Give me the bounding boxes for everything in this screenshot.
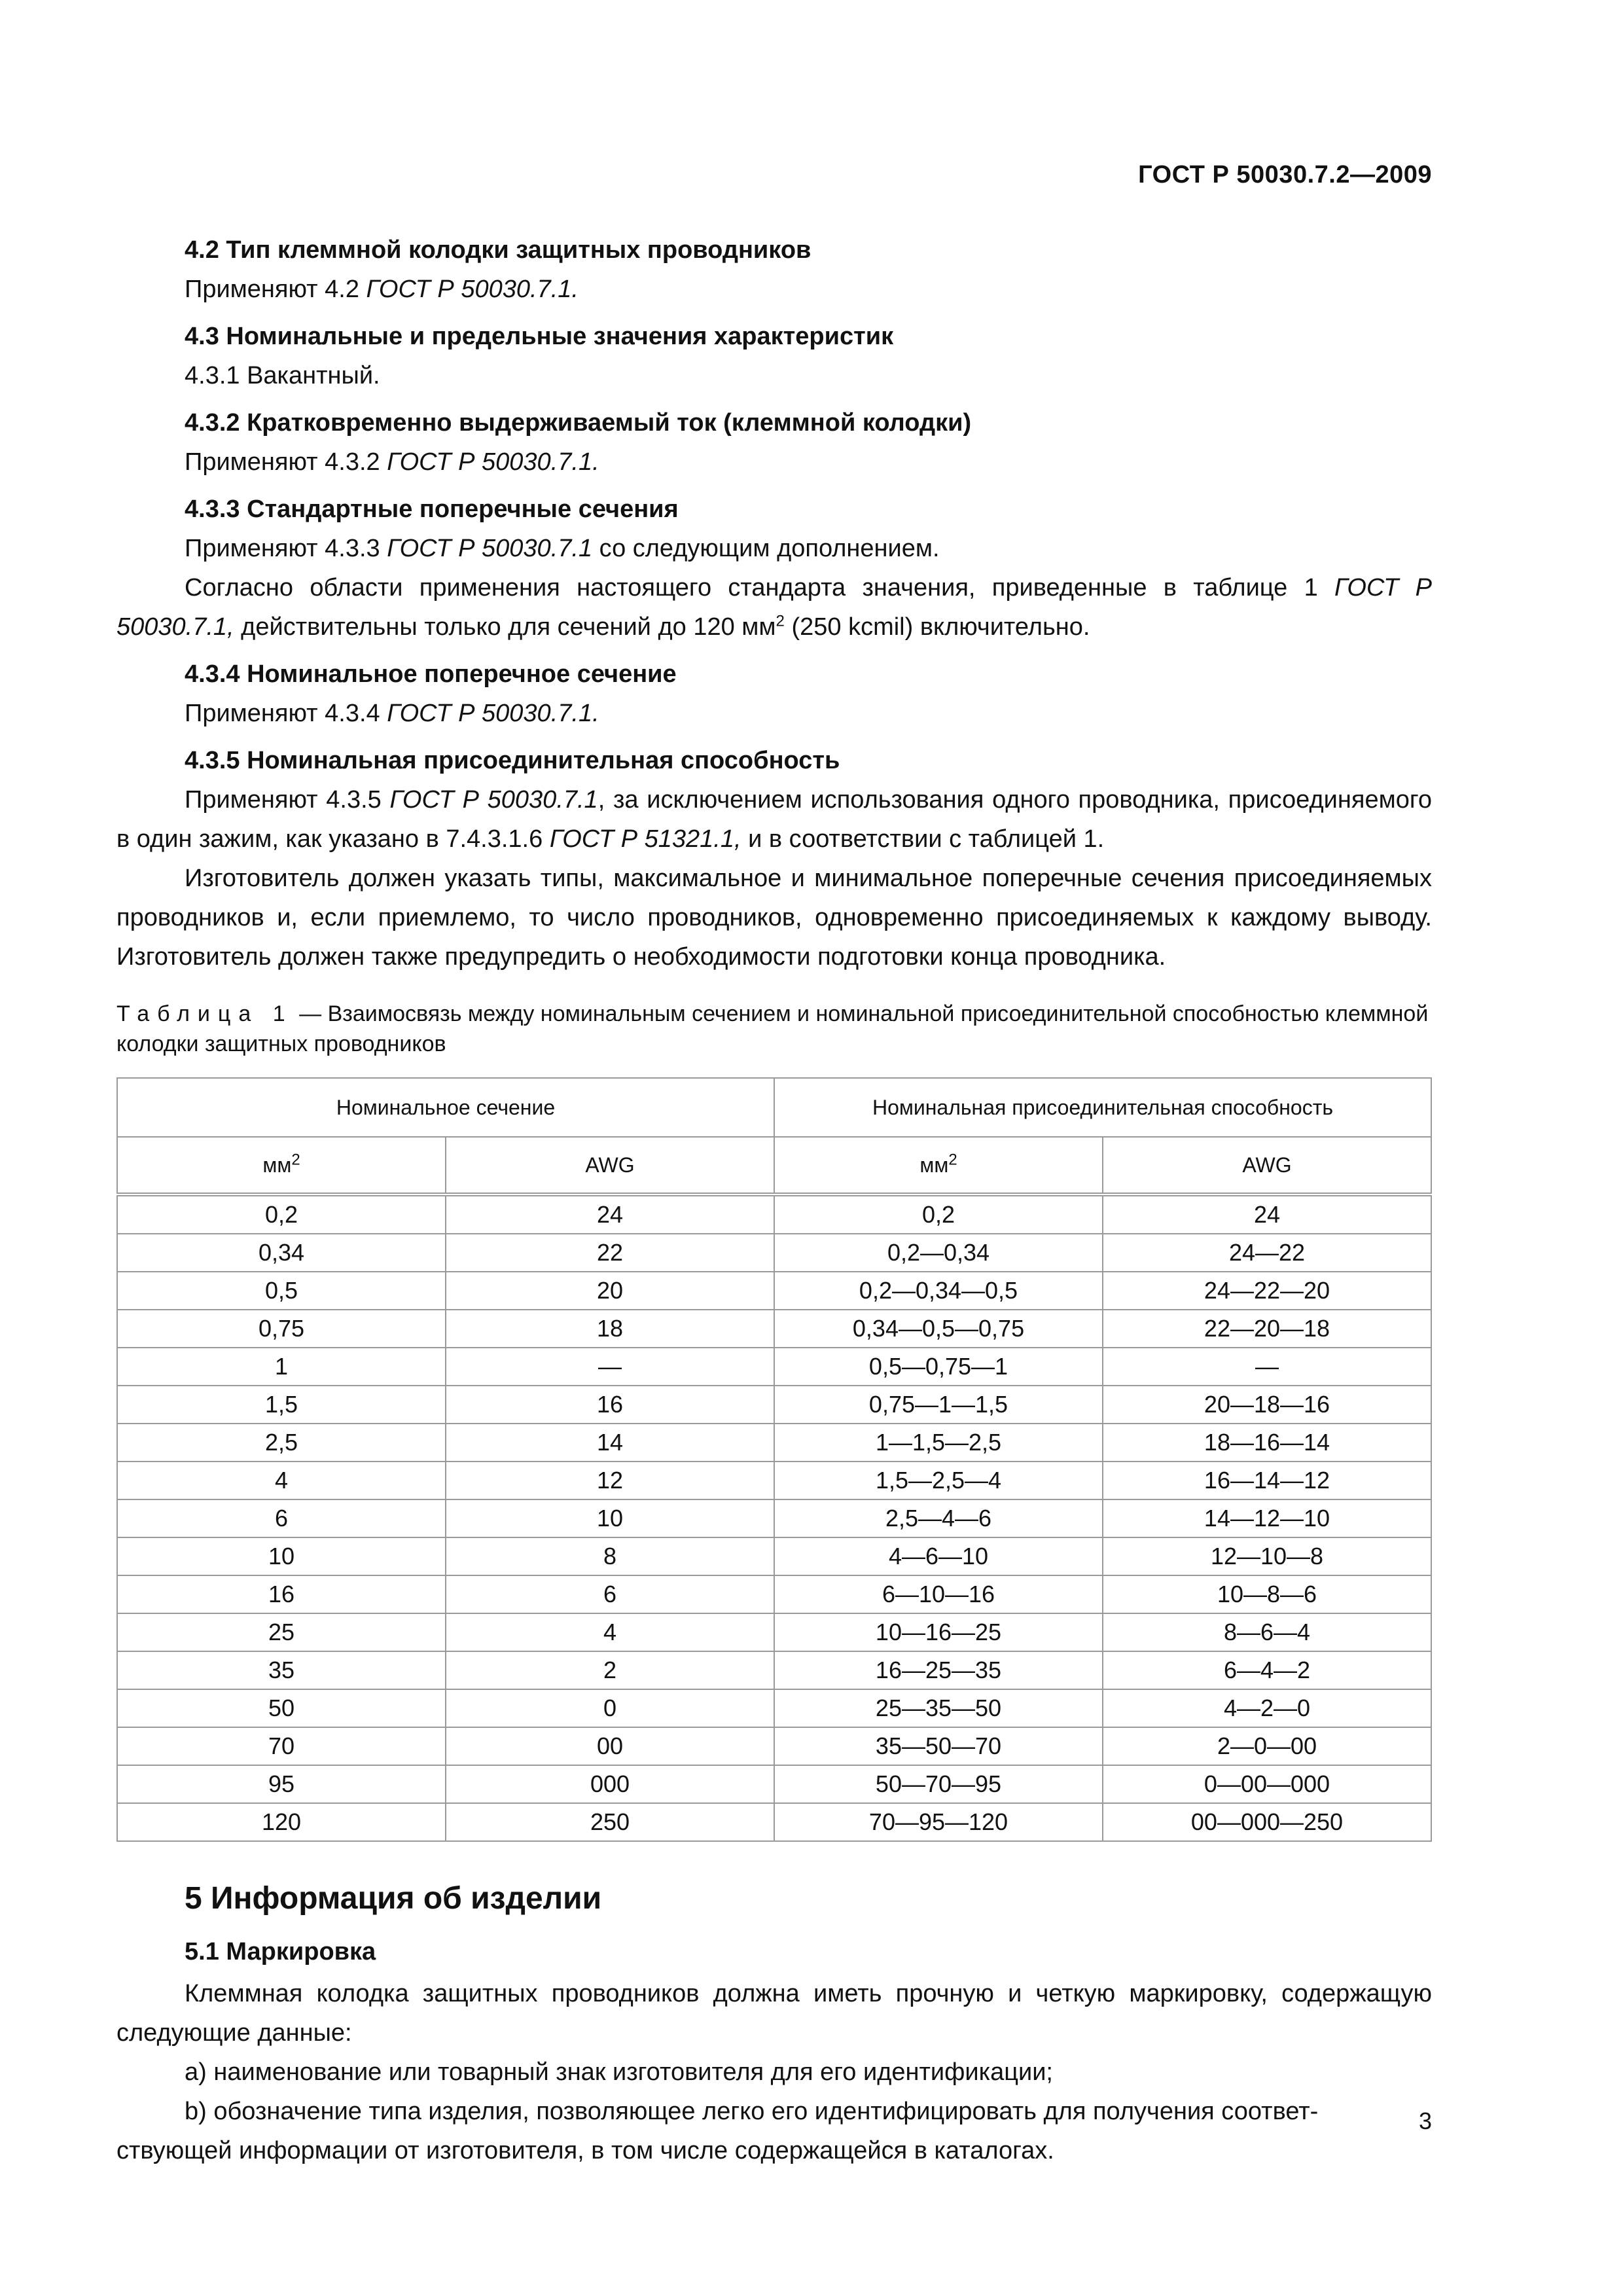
table-cell: 0—00—000 <box>1103 1765 1431 1803</box>
list-item-b-line-1: b) обозначение типа изделия, позволяющее легко его идентифицировать для получения соответ- <box>185 2098 1319 2125</box>
section-4-3-3-text-1: Применяют 4.3.3 ГОСТ Р 50030.7.1 со следующим дополнением. <box>185 535 940 562</box>
standard-reference: ГОСТ Р 50030.7.1 <box>387 535 593 562</box>
table-cell: 10 <box>446 1499 774 1537</box>
standard-reference: ГОСТ Р 50030.7.1, <box>116 574 1432 641</box>
table-row <box>117 1310 1431 1348</box>
table-cell: 18—16—14 <box>1103 1424 1431 1462</box>
section-4-3-4-text: Применяют 4.3.4 ГОСТ Р 50030.7.1. <box>185 700 599 727</box>
table-cell: 4—2—0 <box>1103 1689 1431 1727</box>
table-cell: 0,75—1—1,5 <box>774 1386 1103 1424</box>
table-cell: 0 <box>446 1689 774 1727</box>
table-caption-label: Таблица 1 <box>116 1001 293 1026</box>
section-5-heading: 5 Информация об изделии <box>185 1881 602 1916</box>
table-cell: 1 <box>117 1348 446 1386</box>
table-cell: 0,75 <box>117 1310 446 1348</box>
table-cell: 2 <box>446 1651 774 1689</box>
section-4-3-5-text-2: Изготовитель должен указать типы, максимальное и минимальное поперечные сечения присоединяемых проводников и, если приемлемо, то число проводников, одновременно присоединяемых к каждому выводу. Изготовитель должен также предупредить о необходимости подготовки конца проводника. <box>116 865 1432 971</box>
table-row <box>117 1348 1431 1386</box>
standard-reference: ГОСТ Р 50030.7.1. <box>387 700 599 727</box>
table-cell: 12—10—8 <box>1103 1537 1431 1575</box>
section-4-3-5-text-1: Применяют 4.3.5 ГОСТ Р 50030.7.1, за исключением использования одного проводника, присоединяемого в один зажим, как указано в 7.4.3.1.6 ГОСТ Р 51321.1, и в соответствии с таблицей 1. <box>116 786 1432 853</box>
table-cell: 16 <box>446 1386 774 1424</box>
table-col-awg: AWG <box>1103 1137 1431 1194</box>
table-cell: 24 <box>1103 1194 1431 1234</box>
table-cell: 16—14—12 <box>1103 1462 1431 1499</box>
table-cell: 20 <box>446 1272 774 1310</box>
table-row <box>117 1234 1431 1272</box>
table-cell: 12 <box>446 1462 774 1499</box>
table-cell: 250 <box>446 1803 774 1841</box>
table-cell: 0,2 <box>117 1194 446 1234</box>
table-col-awg: AWG <box>446 1137 774 1194</box>
table-cell: 1,5—2,5—4 <box>774 1462 1103 1499</box>
table-cell: 20—18—16 <box>1103 1386 1431 1424</box>
table-cell: 0,34—0,5—0,75 <box>774 1310 1103 1348</box>
table-cell: 70—95—120 <box>774 1803 1103 1841</box>
section-4-3-3-heading: 4.3.3 Стандартные поперечные сечения <box>185 495 679 523</box>
table-row <box>117 1272 1431 1310</box>
table-cell: 1—1,5—2,5 <box>774 1424 1103 1462</box>
table-cell: 22—20—18 <box>1103 1310 1431 1348</box>
table-col-mm2: $мм^2$ <box>774 1137 1103 1194</box>
table-cell: 25—35—50 <box>774 1689 1103 1727</box>
table-row <box>117 1537 1431 1575</box>
table-cell: 0,5—0,75—1 <box>774 1348 1103 1386</box>
table-cell: 2—0—00 <box>1103 1727 1431 1765</box>
table-cell: 95 <box>117 1765 446 1803</box>
section-4-2-text: Применяют 4.2 ГОСТ Р 50030.7.1. <box>185 276 579 303</box>
table-col-mm2: $мм^2$ <box>117 1137 446 1194</box>
section-5-1-heading: 5.1 Маркировка <box>185 1938 376 1965</box>
table-cell: 16 <box>117 1575 446 1613</box>
standard-reference: ГОСТ Р 51321.1, <box>549 825 741 853</box>
page-number: 3 <box>1418 2108 1432 2134</box>
document-body <box>116 223 1432 2170</box>
table-cell: 22 <box>446 1234 774 1272</box>
table-cell: 35 <box>117 1651 446 1689</box>
table-cell: 70 <box>117 1727 446 1765</box>
table-cell: 24—22 <box>1103 1234 1431 1272</box>
table-cell: 2,5 <box>117 1424 446 1462</box>
table-cell: 14—12—10 <box>1103 1499 1431 1537</box>
table-cell: 50—70—95 <box>774 1765 1103 1803</box>
section-4-3-1-text: 4.3.1 Вакантный. <box>185 362 380 389</box>
table-row <box>117 1613 1431 1651</box>
table-cell: 000 <box>446 1765 774 1803</box>
list-item-a: a) наименование или товарный знак изготовителя для его идентификации; <box>185 2058 1053 2086</box>
table-row <box>117 1424 1431 1462</box>
table-cell: 6—10—16 <box>774 1575 1103 1613</box>
table-cell: 10—16—25 <box>774 1613 1103 1651</box>
table-row <box>117 1803 1431 1841</box>
table-cell: 6 <box>117 1499 446 1537</box>
table-row <box>117 1386 1431 1424</box>
table-cell: 10—8—6 <box>1103 1575 1431 1613</box>
table-cell: 2,5—4—6 <box>774 1499 1103 1537</box>
table-cell: 0,2—0,34—0,5 <box>774 1272 1103 1310</box>
table-cell: 4—6—10 <box>774 1537 1103 1575</box>
table-row <box>117 1499 1431 1537</box>
table-cell: 0,34 <box>117 1234 446 1272</box>
document-code-header: ГОСТ Р 50030.7.2—2009 <box>1138 161 1432 188</box>
table-cell: 18 <box>446 1310 774 1348</box>
table-cell: 16—25—35 <box>774 1651 1103 1689</box>
table-cell: — <box>1103 1348 1431 1386</box>
section-4-3-3-text-2: Согласно области применения настоящего стандарта значения, приведенные в таблице 1 ГОСТ Р 50030.7.1, действительны только для сечений до 120 $мм^2$ (250 kcmil) включительно. <box>116 574 1432 641</box>
section-5-1-text: Клеммная колодка защитных проводников должна иметь прочную и четкую маркировку, содержащую следующие данные: <box>116 1980 1432 2047</box>
table-group-header-connection-capacity: Номинальная присоединительная способность <box>774 1078 1431 1137</box>
table-cell: 00 <box>446 1727 774 1765</box>
table-cell: 24 <box>446 1194 774 1234</box>
table-cell: 14 <box>446 1424 774 1462</box>
table-cell: 10 <box>117 1537 446 1575</box>
table-cell: 25 <box>117 1613 446 1651</box>
table-group-header-nominal-section: Номинальное сечение <box>117 1078 774 1137</box>
table-cell: 00—000—250 <box>1103 1803 1431 1841</box>
table-cell: 4 <box>446 1613 774 1651</box>
table-cell: 8 <box>446 1537 774 1575</box>
table-cell: 6—4—2 <box>1103 1651 1431 1689</box>
table-caption: Таблица 1 — Взаимосвязь между номинальным сечением и номинальной присоединительной способностью клеммной колодки защитных проводников <box>116 1001 1429 1056</box>
standard-reference: ГОСТ Р 50030.7.1. <box>366 276 579 303</box>
table-cell: 0,2 <box>774 1194 1103 1234</box>
standard-reference: ГОСТ Р 50030.7.1. <box>387 448 599 476</box>
table-row <box>117 1651 1431 1689</box>
table-cell: 0,2—0,34 <box>774 1234 1103 1272</box>
section-4-3-4-heading: 4.3.4 Номинальное поперечное сечение <box>185 660 677 688</box>
table-body <box>117 1194 1431 1841</box>
table-cell: — <box>446 1348 774 1386</box>
list-item-b-line-2: ствующей информации от изготовителя, в том числе содержащейся в каталогах. <box>116 2137 1054 2164</box>
table-cell: 120 <box>117 1803 446 1841</box>
table-row <box>117 1462 1431 1499</box>
table-row <box>117 1194 1431 1234</box>
table-cell: 35—50—70 <box>774 1727 1103 1765</box>
conductor-capacity-table <box>116 1077 1432 1842</box>
table-row <box>117 1575 1431 1613</box>
table-cell: 0,5 <box>117 1272 446 1310</box>
section-4-3-2-text: Применяют 4.3.2 ГОСТ Р 50030.7.1. <box>185 448 599 476</box>
table-cell: 1,5 <box>117 1386 446 1424</box>
table-cell: 8—6—4 <box>1103 1613 1431 1651</box>
table-cell: 50 <box>117 1689 446 1727</box>
standard-reference: ГОСТ Р 50030.7.1 <box>389 786 598 814</box>
table-cell: 4 <box>117 1462 446 1499</box>
section-4-3-heading: 4.3 Номинальные и предельные значения характеристик <box>185 323 894 350</box>
table-row <box>117 1765 1431 1803</box>
table-row <box>117 1689 1431 1727</box>
section-4-2-heading: 4.2 Тип клеммной колодки защитных проводников <box>185 236 812 264</box>
section-4-3-5-heading: 4.3.5 Номинальная присоединительная способность <box>185 747 840 774</box>
table-cell: 24—22—20 <box>1103 1272 1431 1310</box>
table-row <box>117 1727 1431 1765</box>
table-cell: 6 <box>446 1575 774 1613</box>
section-4-3-2-heading: 4.3.2 Кратковременно выдерживаемый ток (клеммной колодки) <box>185 409 972 437</box>
